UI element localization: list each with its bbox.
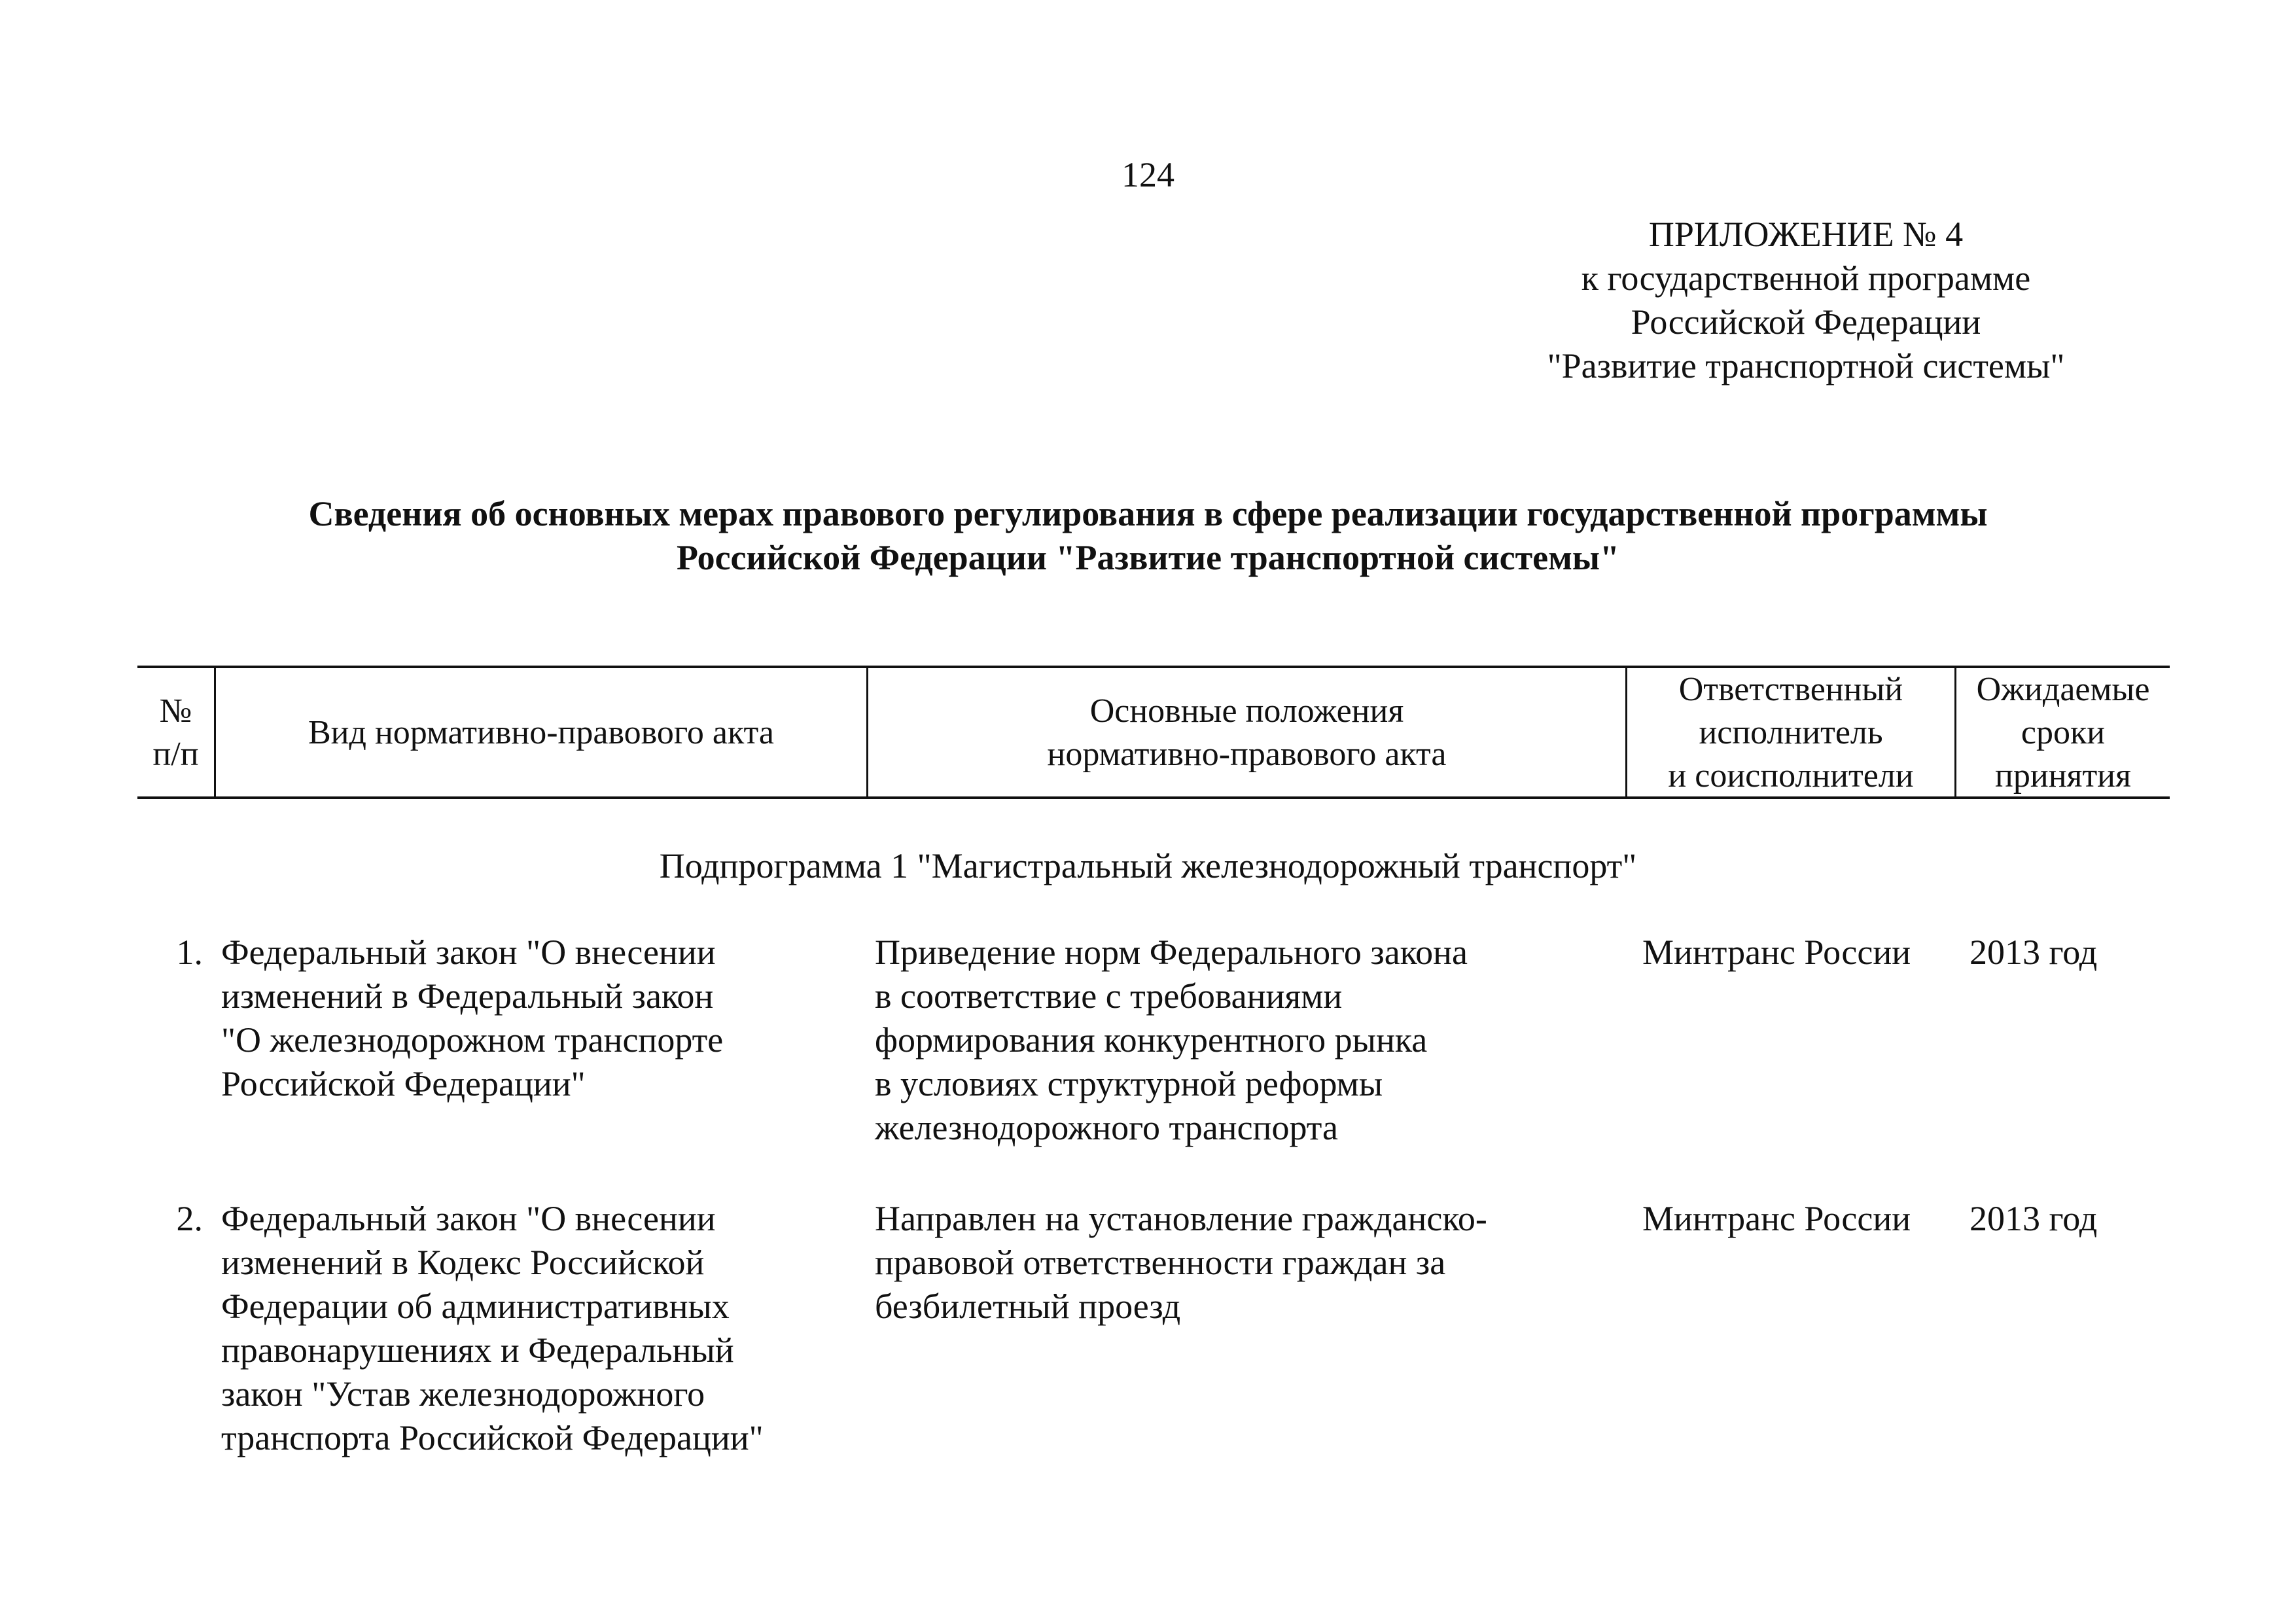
row-main-provisions-line: безбилетный проезд (875, 1287, 1181, 1326)
row-act-type (221, 1197, 869, 1460)
row-number: 2. (176, 1199, 203, 1238)
row-main-provisions-line: формирования конкурентного рынка (875, 1020, 1428, 1060)
row-act-type-line: Федерации об административных (221, 1287, 730, 1326)
row-deadline: 2013 год (1969, 1199, 2098, 1238)
row-main-provisions-line: в условиях структурной реформы (875, 1064, 1383, 1103)
header-cell-main-provisions: Основные положения нормативно-правового акта (866, 668, 1625, 798)
row-executor: Минтранс России (1642, 933, 1911, 972)
subprogram-heading: Подпрограмма 1 "Магистральный железнодорожный транспорт" (659, 846, 1637, 885)
appendix-line: Российской Федерации (1631, 302, 1981, 342)
header-cell-executor: Ответственный исполнитель и соисполнители (1625, 668, 1954, 798)
appendix-line: к государственной программе (1581, 259, 2031, 298)
row-main-provisions-line: в соответствие с требованиями (875, 976, 1343, 1016)
appendix-line: ПРИЛОЖЕНИЕ № 4 (1648, 215, 1964, 254)
header-cell-number: № п/п (152, 692, 199, 773)
row-main-provisions-line: правовой ответственности граждан за (875, 1243, 1446, 1282)
row-act-type-line: изменений в Федеральный закон (221, 976, 714, 1016)
row-number: 1. (176, 933, 203, 972)
document-title (0, 492, 2296, 580)
row-act-type-line: изменений в Кодекс Российской (221, 1243, 705, 1282)
row-main-provisions-line: Направлен на установление гражданско- (875, 1199, 1487, 1238)
header-cell-deadline: Ожидаемые сроки принятия (1954, 668, 2170, 798)
row-act-type-line: транспорта Российской Федерации" (221, 1418, 764, 1457)
row-deadline: 2013 год (1969, 933, 2098, 972)
document-title-line: Российской Федерации "Развитие транспортной системы" (676, 538, 1620, 577)
row-main-provisions (875, 1197, 1621, 1329)
row-act-type-line: правонарушениях и Федеральный (221, 1330, 734, 1370)
appendix-line: "Развитие транспортной системы" (1547, 346, 2065, 385)
page-number: 124 (1122, 155, 1174, 194)
row-main-provisions-line: Приведение норм Федерального закона (875, 933, 1468, 972)
table-header (137, 666, 2170, 799)
row-executor: Минтранс России (1642, 1199, 1911, 1238)
row-act-type-line: закон "Устав железнодорожного (221, 1374, 705, 1414)
row-main-provisions (875, 931, 1621, 1150)
row-act-type-line: Федеральный закон "О внесении (221, 1199, 716, 1238)
row-act-type-line: Федеральный закон "О внесении (221, 933, 716, 972)
document-title-line: Сведения об основных мерах правового регулирования в сфере реализации государственной программы (308, 494, 1988, 533)
row-act-type-line: "О железнодорожном транспорте (221, 1020, 724, 1060)
header-cell-act-type: Вид нормативно-правового акта (214, 668, 866, 798)
row-act-type-line: Российской Федерации" (221, 1064, 586, 1103)
row-main-provisions-line: железнодорожного транспорта (875, 1108, 1338, 1147)
appendix-block (1492, 213, 2120, 388)
row-act-type (221, 931, 869, 1106)
